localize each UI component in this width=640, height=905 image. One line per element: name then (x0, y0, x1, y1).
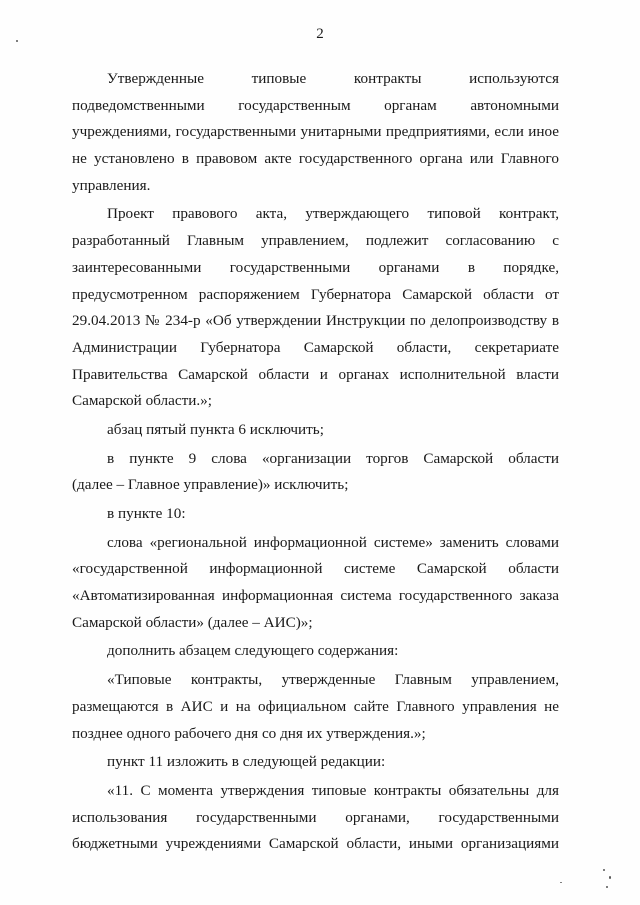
text-line: в пункте 9 слова «организации торгов Самарской области (107, 449, 559, 467)
scan-speck (603, 869, 605, 871)
text-line: разработанный Главным управлением, подлежит согласованию с (72, 232, 559, 250)
paragraph (72, 749, 559, 776)
text-line: Самарской области» (далее – АИС)»; (72, 613, 313, 631)
text-line: (далее – Главное управление)» исключить; (72, 476, 349, 494)
paragraph (72, 778, 559, 858)
text-line: не установлено в правовом акте государственного органа или Главного (72, 150, 559, 168)
text-line: Самарской области.»; (72, 392, 212, 410)
scan-speck (560, 882, 562, 883)
scan-speck (609, 876, 611, 879)
document-body (72, 66, 559, 858)
scan-speck (16, 40, 18, 42)
text-line: «Типовые контракты, утвержденные Главным управлением, (107, 671, 559, 689)
text-line: «государственной информационной системе Самарской области (72, 560, 559, 578)
text-line: пункт 11 изложить в следующей редакции: (107, 753, 386, 771)
text-line: Проект правового акта, утверждающего типовой контракт, (107, 205, 559, 223)
text-line: размещаются в АИС и на официальном сайте Главного управления не (72, 697, 559, 715)
text-line: использования государственными органами, государственными (72, 808, 559, 826)
page-number: 2 (316, 26, 324, 42)
text-line: Утвержденные типовые контракты используются (107, 70, 559, 87)
text-line: подведомственными государственным органам автономными (72, 96, 559, 114)
text-line: «11. С момента утверждения типовые контракты обязательны для (107, 781, 559, 799)
text-line: дополнить абзацем следующего содержания: (107, 642, 399, 660)
paragraph (72, 417, 559, 444)
text-line: управления. (72, 176, 151, 194)
paragraph (72, 501, 559, 528)
text-line: Правительства Самарской области и органах исполнительной власти (72, 365, 559, 383)
paragraph (72, 638, 559, 665)
text-line: заинтересованными государственными органами в порядке, (72, 258, 559, 276)
paragraph (72, 530, 559, 637)
paragraph (72, 66, 559, 199)
text-line: в пункте 10: (107, 505, 186, 522)
text-line: слова «региональной информационной системе» заменить словами (107, 533, 559, 551)
text-line: бюджетными учреждениями Самарской области, иными организациями (72, 835, 559, 853)
text-line: 29.04.2013 № 234-р «Об утверждении Инструкции по делопроизводству в (72, 312, 559, 330)
paragraph (72, 201, 559, 415)
text-line: учреждениями, государственными унитарными предприятиями, если иное (72, 123, 559, 141)
scan-speck (606, 886, 608, 888)
text-line: «Автоматизированная информационная система государственного заказа (72, 587, 559, 605)
text-line: позднее одного рабочего дня со дня их утверждения.»; (72, 724, 426, 742)
paragraph (72, 667, 559, 747)
text-line: Администрации Губернатора Самарской области, секретариате (72, 338, 559, 356)
paragraph (72, 446, 559, 499)
text-line: предусмотренном распоряжением Губернатора Самарской области от (72, 285, 559, 303)
text-line: абзац пятый пункта 6 исключить; (107, 420, 324, 438)
